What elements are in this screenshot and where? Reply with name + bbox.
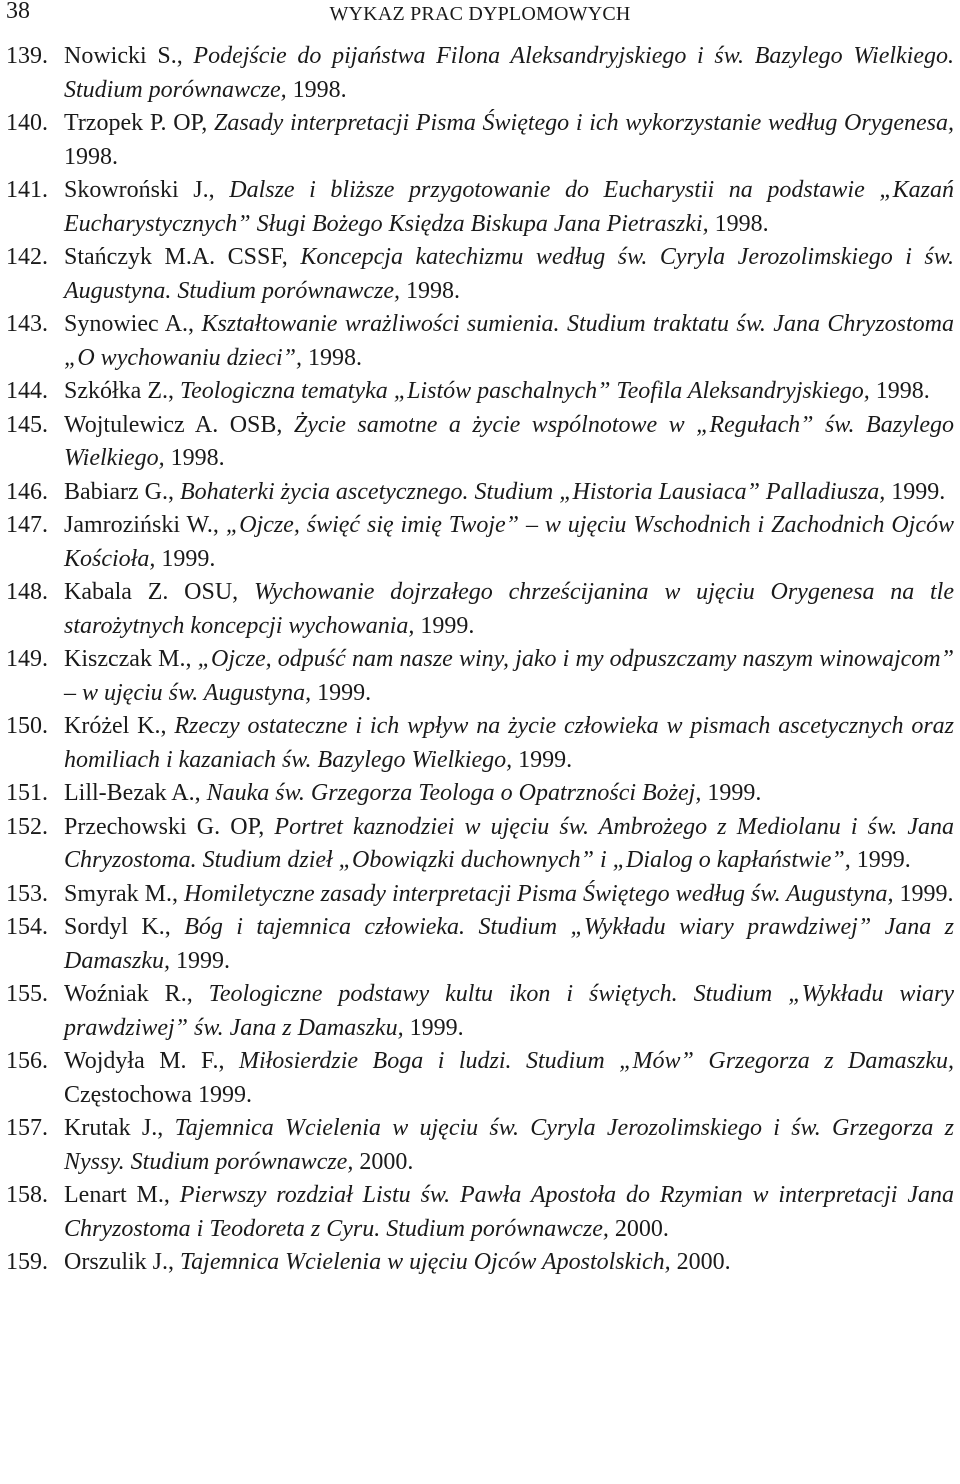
list-item (6, 1045, 954, 1112)
entry-author: Przechowski G. OP, (64, 813, 265, 840)
entry-number: 157. (6, 1115, 48, 1141)
entry-year: 1998. (170, 445, 225, 471)
entry-number: 139. (6, 43, 48, 69)
entry-year: 1998. (875, 378, 930, 404)
entry-title: Teologiczne podstawy kultu ikon i świętych. Studium „Wykładu wiary prawdziwej” św. Jana z Damaszku, (64, 981, 954, 1041)
entry-author: Szkółka Z., (64, 378, 174, 404)
entry-number: 147. (6, 512, 48, 538)
entry-year: 1999. (176, 947, 230, 974)
entry-year: 1998. (406, 277, 460, 304)
entry-author: Lill-Bezak A., (64, 780, 201, 806)
list-item (6, 777, 954, 811)
entry-author: Krutak J., (64, 1115, 164, 1141)
list-item (6, 643, 954, 710)
entry-title: Portret kaznodziei w ujęciu św. Ambrożego z Mediolanu i św. Jana Chryzostoma. Studium dzieł „Obowiązki duchownych” i „Dialog o kapłaństwie”, (64, 813, 954, 873)
entry-year: 1999. (518, 746, 573, 773)
entry-author: Kabala Z. OSU, (64, 579, 239, 605)
entry-text (64, 241, 954, 308)
entry-text (64, 40, 954, 107)
entry-text (64, 911, 954, 978)
entry-title: Podejście do pijaństwa Filona Aleksandryjskiego i św. Bazylego Wielkiego. Studium porównawcze, (64, 43, 954, 103)
list-item (6, 811, 954, 878)
list-item (6, 509, 954, 576)
entry-year: 2000. (676, 1249, 731, 1275)
entry-number: 141. (6, 177, 48, 203)
entry-year: 1999. (409, 1014, 464, 1041)
entry-number: 156. (6, 1048, 48, 1074)
entry-year: 1999. (161, 545, 216, 572)
entry-text (64, 878, 954, 912)
entry-text (64, 643, 954, 710)
entry-year: 1998. (292, 76, 347, 103)
entry-author: Nowicki S., (64, 43, 183, 69)
entry-number: 152. (6, 813, 48, 840)
entry-author: Babiarz G., (64, 478, 174, 505)
list-item (6, 1246, 954, 1280)
entry-number: 155. (6, 981, 48, 1007)
list-item (6, 107, 954, 174)
entry-title: Teologiczna tematyka „Listów paschalnych” Teofila Aleksandryjskiego, (179, 378, 870, 404)
entry-title: Wychowanie dojrzałego chrześcijanina w ujęciu Orygenesa na tle starożytnych koncepcji wychowania, (64, 579, 954, 639)
entry-title: Koncepcja katechizmu według św. Cyryla Jerozolimskiego i św. Augustyna. Studium porównawcze, (64, 244, 954, 304)
entry-text (64, 978, 954, 1045)
entry-author: Synowiec A., (64, 311, 195, 337)
entry-number: 146. (6, 478, 48, 505)
entry-text (64, 476, 954, 510)
entry-author: Wojtulewicz A. OSB, (64, 411, 283, 438)
entry-year: 1999. (891, 478, 946, 505)
entry-number: 158. (6, 1182, 48, 1208)
list-item (6, 409, 954, 476)
entry-author: Króżel K., (64, 713, 167, 739)
entry-text (64, 777, 954, 811)
entry-text (64, 811, 954, 878)
entry-title: Miłosierdzie Boga i ludzi. Studium „Mów” Grzegorza z Damaszku, (238, 1048, 955, 1074)
list-item (6, 1179, 954, 1246)
entry-title: Rzeczy ostateczne i ich wpływ na życie człowieka w pismach ascetycznych oraz homiliach i kazaniach św. Bazylego Wielkiego, (64, 713, 955, 773)
entry-title: Zasady interpretacji Pisma Świętego i ich wykorzystanie według Orygenesa, (213, 110, 954, 136)
entry-year: 1999. (899, 880, 954, 907)
entry-number: 159. (6, 1249, 48, 1275)
entry-year: 2000. (359, 1148, 414, 1175)
entry-text (64, 174, 954, 241)
entry-title: „Ojcze, odpuść nam nasze winy, jako i my odpuszczamy naszym winowajcom” – w ujęciu św. Augustyna, (64, 646, 954, 706)
entry-text (64, 1112, 954, 1179)
entry-number: 144. (6, 378, 48, 404)
list-item (6, 576, 954, 643)
list-item (6, 375, 954, 409)
entry-number: 149. (6, 646, 48, 672)
entry-author: Jamroziński W., (64, 512, 219, 538)
entry-number: 143. (6, 311, 48, 337)
entry-author: Stańczyk M.A. CSSF, (64, 244, 288, 270)
entry-text (64, 576, 954, 643)
list-item (6, 911, 954, 978)
list-item (6, 878, 954, 912)
entry-number: 154. (6, 914, 48, 940)
entry-text (64, 375, 954, 409)
entry-title: Tajemnica Wcielenia w ujęciu św. Cyryla Jerozolimskiego i św. Grzegorza z Nyssy. Studium porównawcze, (64, 1115, 955, 1175)
entry-year: 1999. (420, 612, 475, 639)
entry-text (64, 710, 954, 777)
entry-year: Częstochowa 1999. (64, 1081, 252, 1108)
entry-text (64, 308, 954, 375)
entry-author: Woźniak R., (64, 981, 193, 1007)
entry-year: 1998. (64, 143, 118, 170)
entry-text (64, 509, 954, 576)
entry-text (64, 409, 954, 476)
entry-title: Pierwszy rozdział Listu św. Pawła Apostoła do Rzymian w interpretacji Jana Chryzostoma i Teodoreta z Cyru. Studium porównawcze, (64, 1182, 954, 1242)
entry-number: 145. (6, 411, 48, 438)
thesis-list (6, 40, 954, 1280)
entry-author: Orszulik J., (64, 1249, 174, 1275)
page-number: 38 (6, 0, 30, 24)
entry-author: Skowroński J., (64, 177, 215, 203)
entry-title: Homiletyczne zasady interpretacji Pisma Świętego według św. Augustyna, (184, 880, 894, 907)
entry-year: 1998. (714, 210, 769, 237)
entry-number: 148. (6, 579, 48, 605)
entry-author: Kiszczak M., (64, 646, 192, 672)
list-item (6, 241, 954, 308)
entry-number: 140. (6, 110, 48, 136)
entry-author: Trzopek P. OP, (64, 110, 208, 136)
entry-author: Smyrak M., (64, 880, 178, 907)
entry-year: 1998. (308, 344, 362, 371)
entry-year: 1999. (317, 679, 372, 706)
entry-title: Życie samotne a życie wspólnotowe w „Regułach” św. Bazylego Wielkiego, (64, 411, 955, 471)
list-item (6, 476, 954, 510)
running-head: WYKAZ PRAC DYPLOMOWYCH (329, 3, 631, 25)
list-item (6, 40, 954, 107)
entry-title: Kształtowanie wrażliwości sumienia. Studium traktatu św. Jana Chryzostoma „O wychowaniu dzieci”, (64, 311, 955, 371)
entry-author: Wojdyła M. F., (64, 1048, 225, 1074)
entry-title: Dalsze i bliższe przygotowanie do Eucharystii na podstawie „Kazań Eucharystycznych” Sługi Bożego Księdza Biskupa Jana Pietraszki, (64, 177, 955, 237)
entry-number: 150. (6, 713, 48, 739)
entry-text (64, 1045, 954, 1112)
entry-year: 2000. (614, 1215, 669, 1242)
page-header (6, 0, 954, 34)
list-item (6, 174, 954, 241)
entry-author: Sordyl K., (64, 914, 171, 940)
entry-year: 1999. (707, 780, 762, 806)
entry-number: 153. (6, 880, 48, 907)
entry-title: „Ojcze, święć się imię Twoje” – w ujęciu Wschodnich i Zachodnich Ojców Kościoła, (64, 512, 955, 572)
entry-text (64, 107, 954, 174)
entry-title: Bohaterki życia ascetycznego. Studium „Historia Lausiaca” Palladiusza, (179, 478, 886, 505)
entry-text (64, 1246, 954, 1280)
entry-title: Nauka św. Grzegorza Teologa o Opatrzności Bożej, (206, 780, 702, 806)
entry-title: Bóg i tajemnica człowieka. Studium „Wykładu wiary prawdziwej” Jana z Damaszku, (64, 914, 955, 974)
list-item (6, 710, 954, 777)
list-item (6, 978, 954, 1045)
list-item (6, 308, 954, 375)
entry-year: 1999. (856, 847, 911, 873)
entry-author: Lenart M., (64, 1182, 170, 1208)
entry-text (64, 1179, 954, 1246)
entry-number: 151. (6, 780, 48, 806)
list-item (6, 1112, 954, 1179)
entry-number: 142. (6, 244, 48, 270)
entry-title: Tajemnica Wcielenia w ujęciu Ojców Apostolskich, (180, 1249, 671, 1275)
